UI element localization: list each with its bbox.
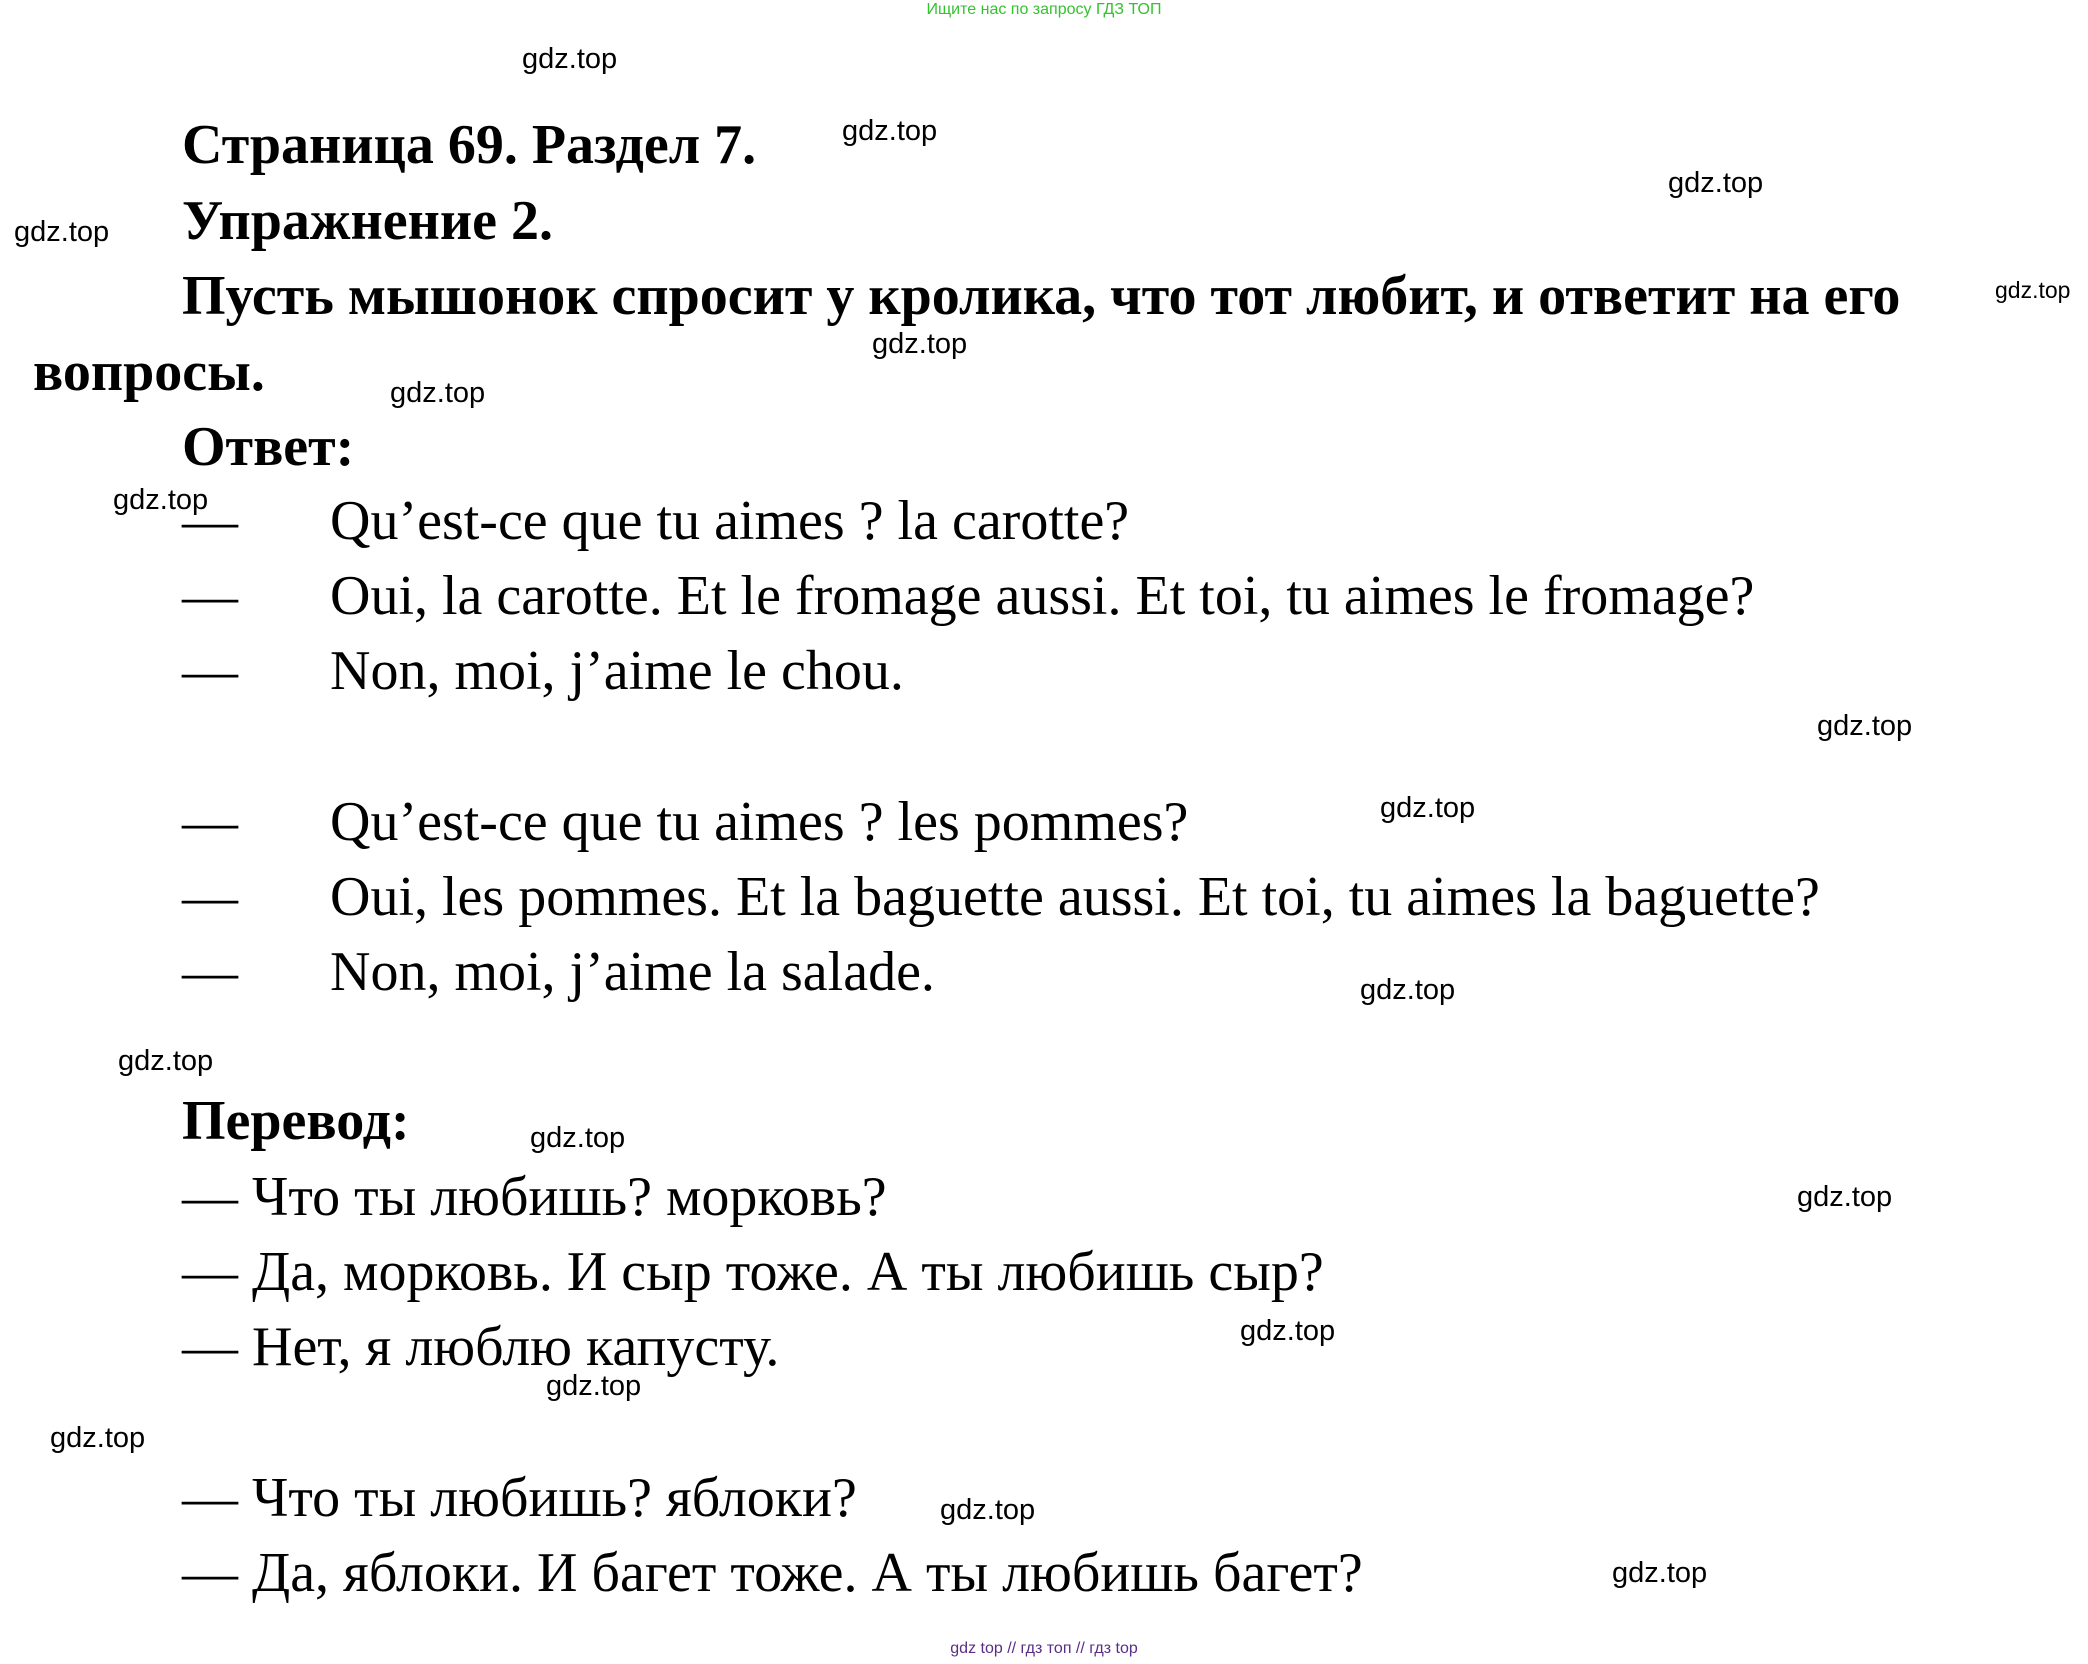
dialogue-line-fr: Non, moi, j’aime le chou. (330, 640, 904, 702)
watermark-text: gdz.top (546, 1370, 642, 1402)
dialogue-line-fr: Non, moi, j’aime la salade. (330, 941, 935, 1003)
exercise-heading: Упражнение 2. (182, 190, 554, 252)
watermark-text: gdz.top (14, 216, 110, 248)
watermark-text: gdz.top (1797, 1181, 1893, 1213)
page-section-heading: Страница 69. Раздел 7. (182, 114, 757, 176)
watermark-text: gdz.top (1817, 710, 1913, 742)
watermark-text: gdz.top (842, 115, 938, 147)
dialogue-dash: — (182, 941, 238, 1003)
watermark-text: gdz.top (1360, 974, 1456, 1006)
watermark-text: gdz.top (1612, 1557, 1708, 1589)
translation-line: — Что ты любишь? яблоки? (182, 1467, 857, 1529)
answer-label: Ответ: (182, 416, 355, 478)
dialogue-dash: — (182, 866, 238, 928)
watermark-text: gdz.top (1668, 167, 1764, 199)
translation-line: — Да, морковь. И сыр тоже. А ты любишь сыр? (182, 1241, 1324, 1303)
task-text-line-2: вопросы. (33, 341, 265, 403)
dialogue-dash: — (182, 791, 238, 853)
dialogue-dash: — (182, 565, 238, 627)
watermark-text: gdz.top (1995, 277, 2071, 303)
watermark-text: gdz.top (940, 1494, 1036, 1526)
dialogue-line-fr: Qu’est-ce que tu aimes ? la carotte? (330, 490, 1130, 552)
watermark-text: gdz.top (1240, 1315, 1336, 1347)
watermark-text: gdz.top (530, 1122, 626, 1154)
watermark-text: gdz.top (118, 1045, 214, 1077)
watermark-text: gdz.top (522, 43, 618, 75)
translation-label: Перевод: (182, 1090, 410, 1152)
dialogue-line-fr: Oui, la carotte. Et le fromage aussi. Et toi, tu aimes le fromage? (330, 565, 1755, 627)
translation-line: — Нет, я люблю капусту. (182, 1316, 780, 1378)
footer-text: gdz top // гдз топ // гдз top (950, 1640, 1138, 1657)
task-text-line-1: Пусть мышонок спросит у кролика, что тот любит, и ответит на его (182, 265, 1901, 327)
top-banner-text: Ищите нас по запросу ГДЗ ТОП (926, 1, 1162, 18)
watermark-text: gdz.top (390, 377, 486, 409)
dialogue-line-fr: Qu’est-ce que tu aimes ? les pommes? (330, 791, 1189, 853)
translation-line: — Да, яблоки. И багет тоже. А ты любишь багет? (182, 1542, 1363, 1604)
dialogue-line-fr: Oui, les pommes. Et la baguette aussi. Et toi, tu aimes la baguette? (330, 866, 1820, 928)
watermark-text: gdz.top (50, 1422, 146, 1454)
watermark-text: gdz.top (872, 328, 968, 360)
dialogue-dash: — (182, 490, 238, 552)
translation-line: — Что ты любишь? морковь? (182, 1166, 887, 1228)
watermark-text: gdz.top (113, 484, 209, 516)
dialogue-dash: — (182, 640, 238, 702)
watermark-text: gdz.top (1380, 792, 1476, 824)
